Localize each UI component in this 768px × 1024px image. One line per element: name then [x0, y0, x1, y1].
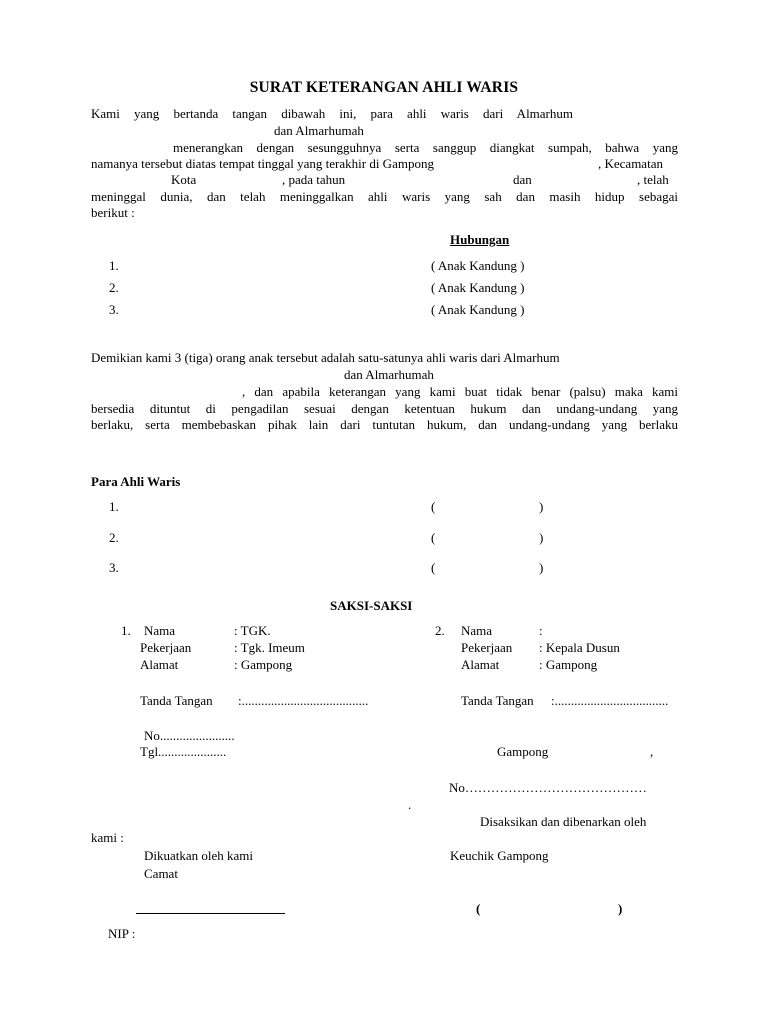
intro-line-4a: namanya tersebut diatas tempat tinggal yang terakhir di Gampong [91, 156, 434, 171]
intro-line-5b: , pada tahun [282, 172, 346, 187]
statement-line-5: berlaku, serta membebaskan pihak lain dari tuntutan hukum, dan undang-undang yang berlaku [91, 417, 678, 432]
footer-no-left: No....................... [144, 728, 235, 743]
witness-1-alamat-value: : Gampong [234, 657, 293, 672]
para-ahli-waris-heading: Para Ahli Waris [91, 474, 181, 489]
statement-line-2: dan Almarhumah [344, 367, 434, 382]
footer-dikuatkan: Dikuatkan oleh kami [144, 848, 254, 863]
witness-1-nama-value: : TGK. [234, 623, 271, 638]
intro-line-5c: dan [513, 172, 532, 187]
footer-nip: NIP : [108, 926, 136, 941]
witness-1-num: 1. [121, 623, 131, 638]
ahli-waris-row-3-open: ( [431, 560, 436, 575]
footer-gampong-place: Gampong [497, 744, 549, 759]
witness-2-alamat-label: Alamat [461, 657, 500, 672]
footer-kami: kami : [91, 830, 124, 845]
witness-2-ttd-label: Tanda Tangan [461, 693, 534, 708]
intro-line-2: dan Almarhumah [274, 123, 364, 138]
heir-row-2-num: 2. [109, 280, 119, 295]
intro-line-4b: , Kecamatan [598, 156, 663, 171]
keuchik-paren-close: ) [618, 901, 623, 916]
ahli-waris-row-1-open: ( [431, 499, 436, 514]
ahli-waris-row-1-num: 1. [109, 499, 119, 514]
footer-dot: . [408, 797, 412, 812]
saksi-heading: SAKSI-SAKSI [330, 598, 413, 613]
camat-signature-line [136, 913, 285, 914]
ahli-waris-row-2-close: ) [539, 530, 544, 545]
witness-2-nama-value: : [539, 623, 543, 638]
witness-2-num: 2. [435, 623, 445, 638]
statement-line-3: , dan apabila keterangan yang kami buat tidak benar (palsu) maka kami [242, 384, 678, 399]
intro-line-6: meninggal dunia, dan telah meninggalkan ahli waris yang sah dan masih hidup sebagai [91, 189, 678, 204]
ahli-waris-row-3-close: ) [539, 560, 544, 575]
heir-row-3-num: 3. [109, 302, 119, 317]
ahli-waris-row-3-num: 3. [109, 560, 119, 575]
witness-1-nama-label: Nama [144, 623, 176, 638]
intro-line-5a: Kota [171, 172, 197, 187]
witness-2-nama-label: Nama [461, 623, 493, 638]
keuchik-paren-open: ( [476, 901, 481, 916]
heir-row-3-relation: ( Anak Kandung ) [431, 302, 525, 317]
intro-line-1: Kami yang bertanda tangan dibawah ini, para ahli waris dari Almarhum [91, 106, 573, 121]
ahli-waris-row-2-num: 2. [109, 530, 119, 545]
heir-row-1-num: 1. [109, 258, 119, 273]
relation-header: Hubungan [450, 232, 510, 247]
document-title: SURAT KETERANGAN AHLI WARIS [249, 79, 519, 96]
heir-row-1-relation: ( Anak Kandung ) [431, 258, 525, 273]
witness-1-ttd-value: :....................................... [238, 693, 369, 708]
witness-2-alamat-value: : Gampong [539, 657, 598, 672]
witness-1-pekerjaan-label: Pekerjaan [140, 640, 192, 655]
ahli-waris-row-1-close: ) [539, 499, 544, 514]
footer-tgl-left: Tgl..................... [140, 744, 227, 759]
footer-disaksikan: Disaksikan dan dibenarkan oleh [480, 814, 647, 829]
intro-line-5d: , telah [637, 172, 669, 187]
witness-1-ttd-label: Tanda Tangan [140, 693, 213, 708]
footer-no-right: No…………………………………… [449, 780, 647, 795]
intro-line-7: berikut : [91, 205, 135, 220]
heir-row-2-relation: ( Anak Kandung ) [431, 280, 525, 295]
footer-gampong-comma: , [650, 744, 654, 759]
witness-2-ttd-value: :................................... [551, 693, 669, 708]
statement-line-1: Demikian kami 3 (tiga) orang anak tersebut adalah satu-satunya ahli waris dari Almarhum [91, 350, 560, 365]
witness-1-pekerjaan-value: : Tgk. Imeum [234, 640, 305, 655]
ahli-waris-row-2-open: ( [431, 530, 436, 545]
footer-keuchik: Keuchik Gampong [450, 848, 549, 863]
witness-1-alamat-label: Alamat [140, 657, 179, 672]
footer-camat: Camat [144, 866, 178, 881]
intro-line-3: menerangkan dengan sesungguhnya serta sanggup diangkat sumpah, bahwa yang [173, 140, 678, 155]
statement-line-4: bersedia dituntut di pengadilan sesuai dengan ketentuan hukum dan undang-undang yang [91, 401, 678, 416]
witness-2-pekerjaan-value: : Kepala Dusun [539, 640, 620, 655]
witness-2-pekerjaan-label: Pekerjaan [461, 640, 513, 655]
